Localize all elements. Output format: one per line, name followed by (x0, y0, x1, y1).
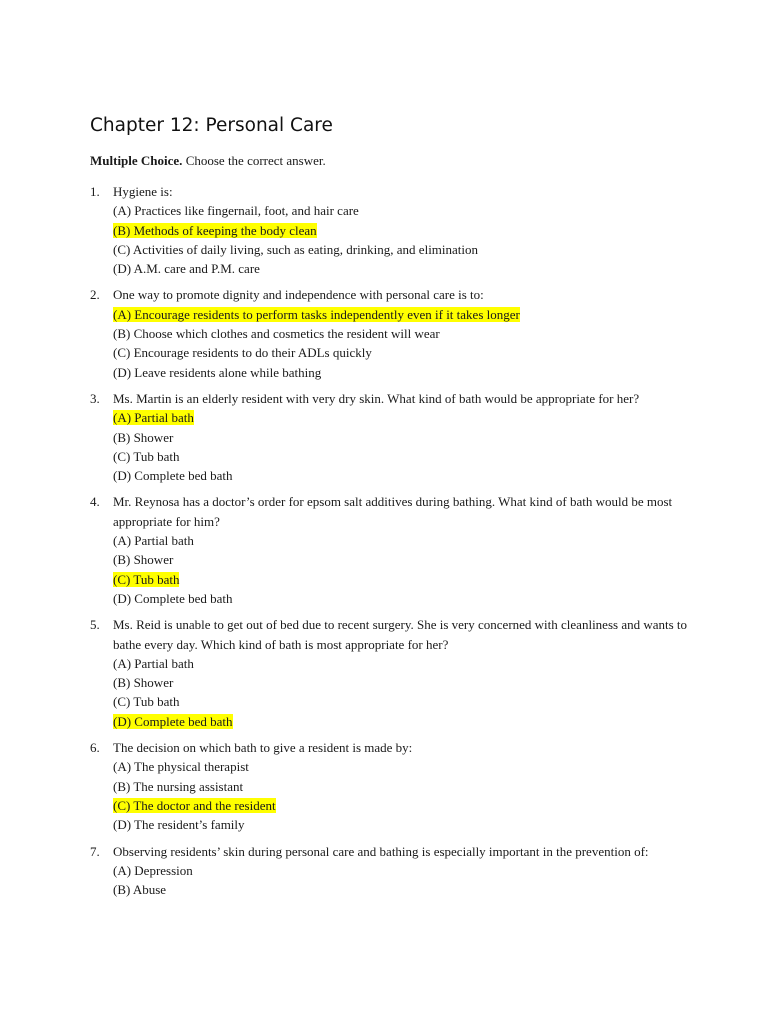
question-text: Ms. Reid is unable to get out of bed due to recent surgery. She is very concerned with cleanliness and wants to bathe every day. Which kind of bath is most appropriate for her? (113, 617, 688, 652)
answer-text: (A) Depression (113, 862, 193, 878)
answer-option (113, 712, 690, 731)
answer-option (113, 324, 690, 343)
question-text: Ms. Martin is an elderly resident with very dry skin. What kind of bath would be appropriate for her? (113, 390, 640, 406)
answer-option (113, 673, 690, 692)
question-text: Mr. Reynosa has a doctor’s order for epsom salt additives during bathing. What kind of bath would be most appropriate for him? (113, 494, 673, 529)
question-item (90, 615, 690, 731)
answer-text: (D) Leave residents alone while bathing (113, 364, 322, 380)
question-number: 2. (90, 287, 100, 303)
answer-option (113, 305, 690, 324)
highlighted-answer-text: (C) Tub bath (113, 571, 180, 587)
answer-option (113, 221, 690, 240)
highlighted-answer-text: (B) Methods of keeping the body clean (113, 222, 317, 238)
question-number: 1. (90, 184, 100, 199)
answer-option (113, 408, 690, 427)
answer-option (113, 861, 690, 880)
question-number: 7. (90, 843, 100, 859)
answer-text: (C) Encourage residents to do their ADLs quickly (113, 345, 372, 361)
answer-option (113, 343, 690, 362)
answer-option (113, 757, 690, 776)
answer-text: (D) Complete bed bath (113, 468, 233, 484)
answer-text: (C) Tub bath (113, 448, 180, 464)
answer-option (113, 589, 690, 608)
question-list (90, 182, 690, 899)
answer-option (113, 796, 690, 815)
question-text: Observing residents’ skin during personal care and bathing is especially important in the prevention of: (113, 843, 649, 859)
answer-option (113, 201, 690, 220)
answer-text: (B) Abuse (113, 882, 167, 898)
question-item (90, 285, 690, 381)
instructions-label: Multiple Choice. (90, 153, 183, 168)
answer-option (113, 259, 690, 278)
document-page (90, 113, 690, 906)
answer-text: (C) Tub bath (113, 694, 180, 710)
answer-option (113, 570, 690, 589)
question-number: 3. (90, 390, 100, 406)
question-item (90, 182, 690, 278)
answer-option (113, 815, 690, 834)
answer-text: (B) Choose which clothes and cosmetics the resident will wear (113, 326, 440, 342)
answer-option (113, 447, 690, 466)
question-text: The decision on which bath to give a resident is made by: (113, 740, 413, 756)
question-item (90, 492, 690, 608)
answer-option (113, 240, 690, 259)
answer-text: (A) Partial bath (113, 655, 194, 671)
highlighted-answer-text: (A) Partial bath (113, 410, 194, 426)
question-item (90, 738, 690, 834)
question-number: 6. (90, 740, 100, 756)
instructions (90, 152, 690, 169)
answer-option (113, 880, 690, 899)
chapter-title: Chapter 12: Personal Care (90, 115, 333, 136)
answer-option (113, 777, 690, 796)
answer-option (113, 466, 690, 485)
answer-option (113, 654, 690, 673)
answer-text: (D) A.M. care and P.M. care (113, 261, 260, 277)
answer-option (113, 692, 690, 711)
question-text: Hygiene is: (113, 184, 173, 199)
answer-option (113, 531, 690, 550)
answer-text: (A) Practices like fingernail, foot, and hair care (113, 203, 359, 219)
question-item (90, 389, 690, 485)
answer-text: (B) Shower (113, 675, 174, 691)
highlighted-answer-text: (D) Complete bed bath (113, 713, 233, 729)
answer-text: (D) The resident’s family (113, 817, 245, 833)
answer-text: (D) Complete bed bath (113, 590, 233, 606)
answer-text: (B) Shower (113, 429, 174, 445)
question-item (90, 842, 690, 900)
answer-option (113, 363, 690, 382)
question-number: 4. (90, 494, 100, 510)
question-number: 5. (90, 617, 100, 633)
answer-option (113, 550, 690, 569)
answer-text: (A) Partial bath (113, 533, 194, 549)
answer-text: (B) The nursing assistant (113, 778, 244, 794)
answer-text: (C) Activities of daily living, such as eating, drinking, and elimination (113, 241, 479, 257)
answer-text: (B) Shower (113, 552, 174, 568)
highlighted-answer-text: (C) The doctor and the resident (113, 797, 276, 813)
instructions-text: Choose the correct answer. (182, 153, 326, 168)
highlighted-answer-text: (A) Encourage residents to perform tasks independently even if it takes longer (113, 306, 520, 322)
answer-option (113, 428, 690, 447)
question-text: One way to promote dignity and independence with personal care is to: (113, 287, 484, 303)
answer-text: (A) The physical therapist (113, 759, 249, 775)
